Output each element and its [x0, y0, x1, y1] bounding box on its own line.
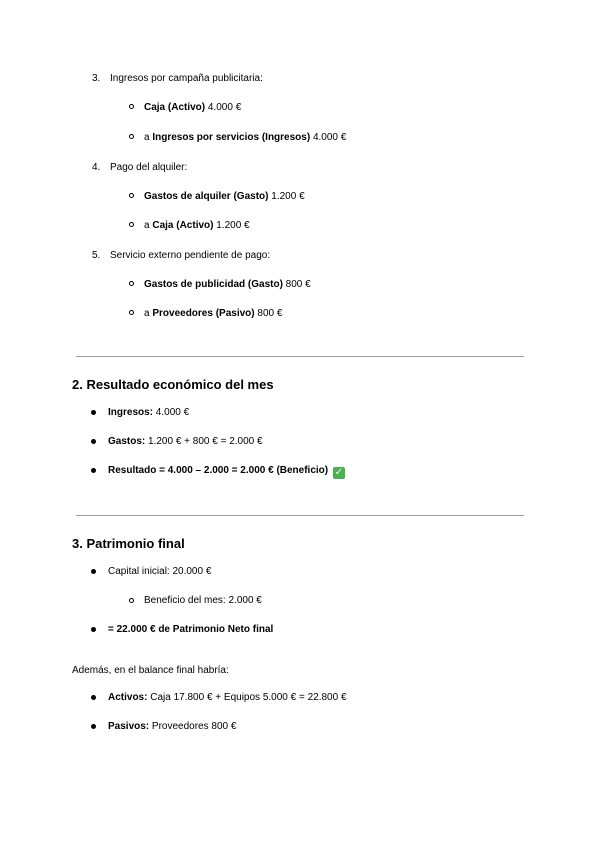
- bullet-icon: [91, 410, 96, 415]
- list-item-5: [92, 249, 270, 262]
- list-item-activos: Activos: Caja 17.800 € + Equipos 5.000 € = 22.800 €: [108, 692, 347, 703]
- bullet-icon: [91, 724, 96, 729]
- item-text: Ingresos por campaña publicitaria:: [110, 73, 263, 84]
- list-item-4: [92, 161, 187, 174]
- item-number: 4.: [92, 162, 101, 173]
- list-item-final: = 22.000 € de Patrimonio Neto final: [108, 624, 274, 635]
- paragraph-intro: Además, en el balance final habría:: [72, 665, 229, 676]
- list-item-pasivos: Pasivos: Proveedores 800 €: [108, 721, 237, 732]
- sub-item: a Proveedores (Pasivo) 800 €: [144, 308, 283, 319]
- sub-item: Caja (Activo) 4.000 €: [144, 102, 242, 113]
- sub-item-beneficio: Beneficio del mes: 2.000 €: [144, 595, 262, 606]
- bullet-icon: [91, 439, 96, 444]
- list-item-3: [92, 72, 263, 85]
- section-heading-resultado: 2. Resultado económico del mes: [72, 377, 274, 392]
- item-text: Pago del alquiler:: [110, 162, 188, 173]
- sub-item: Gastos de publicidad (Gasto) 800 €: [144, 279, 311, 290]
- bullet-icon: [91, 627, 96, 632]
- bullet-icon: [91, 468, 96, 473]
- item-number: 5.: [92, 250, 101, 261]
- sub-item: Gastos de alquiler (Gasto) 1.200 €: [144, 191, 305, 202]
- hollow-bullet-icon: [129, 281, 134, 286]
- hollow-bullet-icon: [129, 598, 134, 603]
- check-mark-icon: ✓: [334, 467, 344, 478]
- hollow-bullet-icon: [129, 134, 134, 139]
- item-text: Servicio externo pendiente de pago:: [110, 250, 271, 261]
- sub-item: a Ingresos por servicios (Ingresos) 4.000 €: [144, 132, 347, 143]
- hollow-bullet-icon: [129, 310, 134, 315]
- hollow-bullet-icon: [129, 104, 134, 109]
- sub-item: a Caja (Activo) 1.200 €: [144, 220, 250, 231]
- hollow-bullet-icon: [129, 222, 134, 227]
- list-item-gastos: Gastos: 1.200 € + 800 € = 2.000 €: [108, 436, 263, 447]
- list-item-capital: Capital inicial: 20.000 €: [108, 566, 212, 577]
- list-item-resultado: Resultado = 4.000 – 2.000 = 2.000 € (Beneficio) ✓: [108, 465, 344, 478]
- list-item-ingresos: Ingresos: 4.000 €: [108, 407, 190, 418]
- section-heading-patrimonio: 3. Patrimonio final: [72, 536, 185, 551]
- horizontal-divider: [76, 515, 524, 516]
- item-number: 3.: [92, 73, 101, 84]
- hollow-bullet-icon: [129, 193, 134, 198]
- horizontal-divider: [76, 356, 524, 357]
- bullet-icon: [91, 569, 96, 574]
- bullet-icon: [91, 695, 96, 700]
